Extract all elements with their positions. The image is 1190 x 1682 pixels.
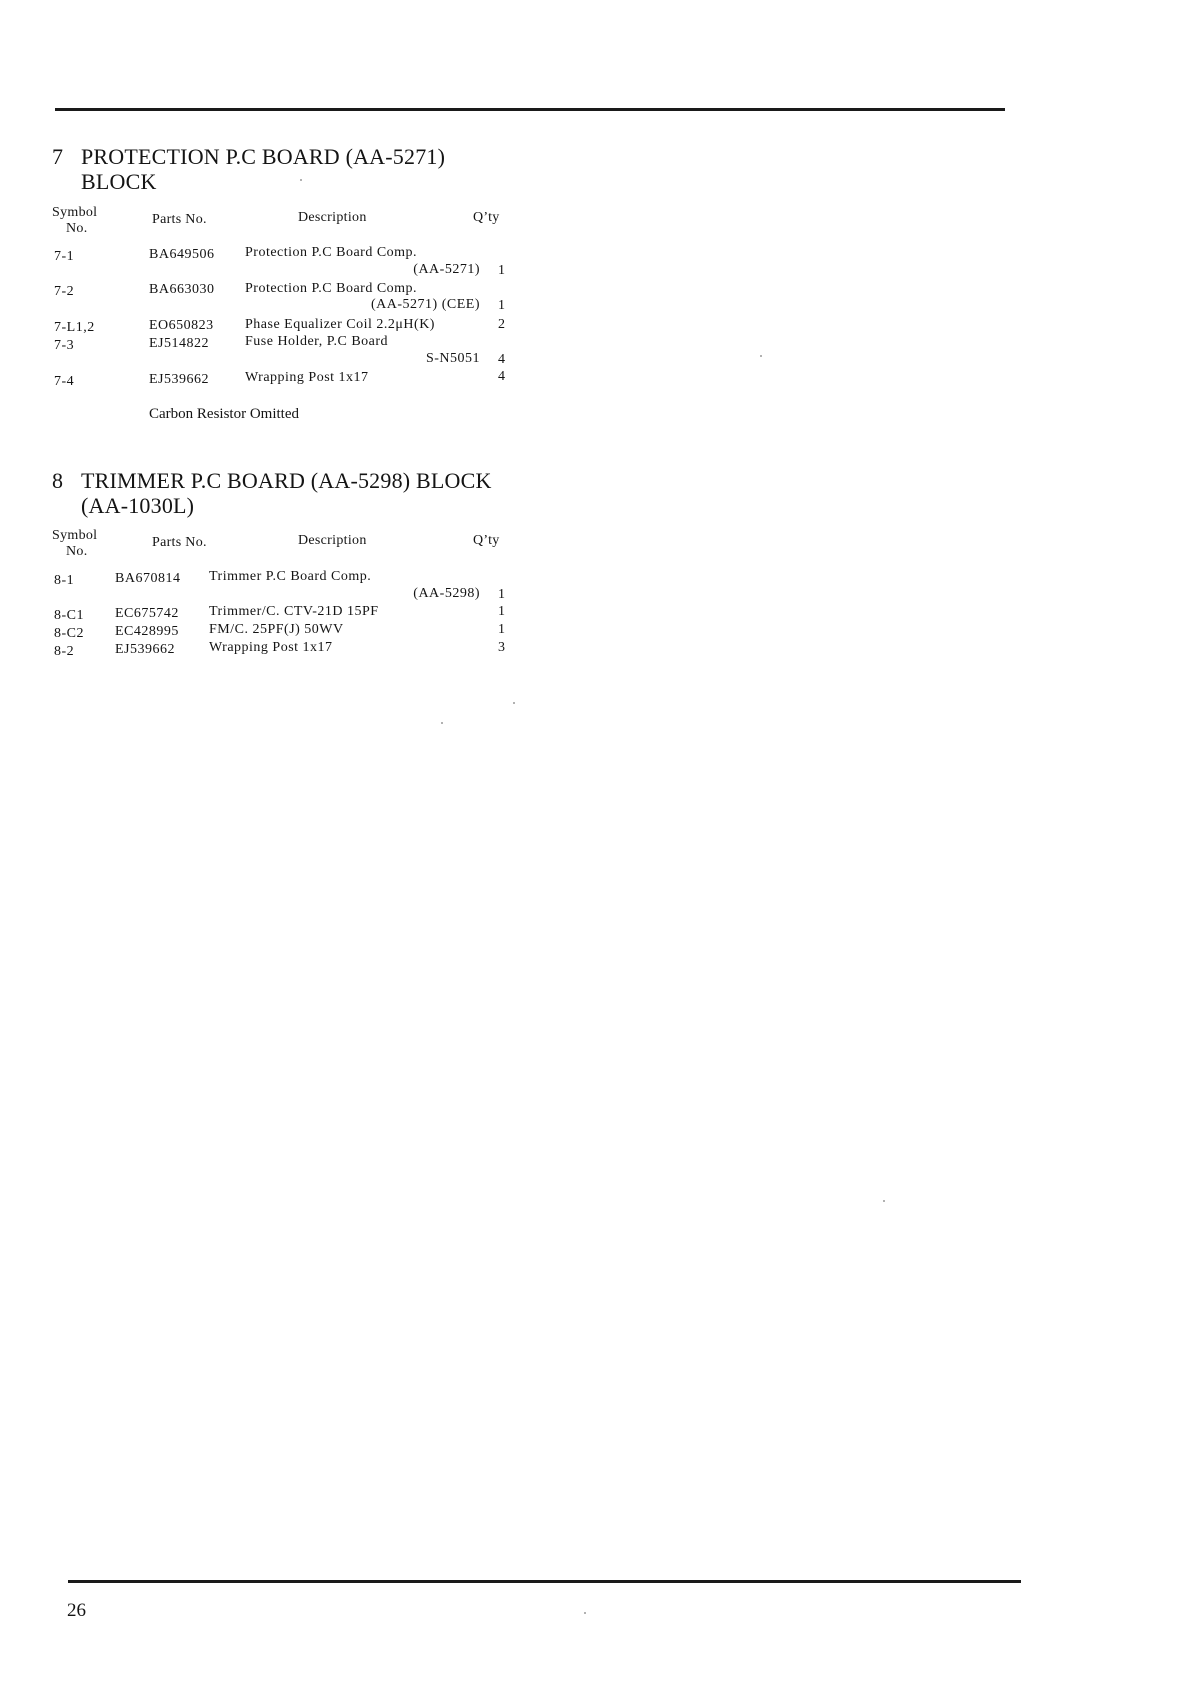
row-description-cont: S-N5051 <box>425 351 480 366</box>
scan-speck <box>883 1200 885 1202</box>
section-7-number: 7 <box>52 144 64 169</box>
row-description-cont: (AA-5271) (CEE) <box>371 297 480 312</box>
row-qty: 1 <box>498 263 506 278</box>
row-description: Phase Equalizer Coil 2.2μH(K) <box>245 317 435 332</box>
row-parts-no: EO650823 <box>149 318 214 333</box>
header-parts-no: Parts No. <box>152 212 207 227</box>
section-8-title-line1: TRIMMER P.C BOARD (AA-5298) BLOCK <box>81 468 492 493</box>
row-description-cont: (AA-5271) <box>413 262 480 277</box>
row-description: Wrapping Post 1x17 <box>245 370 369 385</box>
row-description: Trimmer P.C Board Comp. <box>209 569 372 584</box>
row-parts-no: BA663030 <box>149 282 215 297</box>
scan-speck <box>300 179 302 181</box>
row-qty: 1 <box>498 298 506 313</box>
scan-speck <box>513 702 515 704</box>
section-8-title-line2: (AA-1030L) <box>81 493 195 518</box>
row-qty: 4 <box>498 352 506 367</box>
row-symbol: 7-4 <box>54 374 75 389</box>
row-parts-no: EC675742 <box>115 606 179 621</box>
header-qty: Q’ty <box>473 210 500 225</box>
row-symbol: 8-C1 <box>54 608 84 623</box>
row-description: Fuse Holder, P.C Board <box>245 334 389 349</box>
row-symbol: 7-3 <box>54 338 75 353</box>
header-description: Description <box>298 210 367 225</box>
row-qty: 2 <box>498 317 506 332</box>
section-7-title <box>52 144 445 194</box>
page-number: 26 <box>67 1600 86 1621</box>
row-qty: 4 <box>498 369 506 384</box>
row-description: FM/C. 25PF(J) 50WV <box>209 622 344 637</box>
row-qty: 3 <box>498 640 506 655</box>
row-parts-no: BA670814 <box>115 571 181 586</box>
row-parts-no: EC428995 <box>115 624 179 639</box>
top-rule <box>55 108 1005 111</box>
section-7-title-line2: BLOCK <box>81 169 157 194</box>
row-symbol: 8-C2 <box>54 626 84 641</box>
row-description: Wrapping Post 1x17 <box>209 640 333 655</box>
scan-speck <box>441 722 443 724</box>
header-symbol-no: No. <box>66 221 88 236</box>
row-parts-no: EJ539662 <box>115 642 175 657</box>
row-parts-no: EJ514822 <box>149 336 209 351</box>
header-qty: Q’ty <box>473 533 500 548</box>
header-symbol: Symbol <box>52 205 98 220</box>
row-symbol: 7-1 <box>54 249 75 264</box>
scan-speck <box>584 1612 586 1614</box>
row-symbol: 8-2 <box>54 644 75 659</box>
row-symbol: 7-L1,2 <box>54 320 95 335</box>
header-symbol: Symbol <box>52 528 98 543</box>
row-description-cont: (AA-5298) <box>413 586 480 601</box>
scan-speck <box>760 355 762 357</box>
header-symbol-no: No. <box>66 544 88 559</box>
row-description: Trimmer/C. CTV-21D 15PF <box>209 604 379 619</box>
section-7-note: Carbon Resistor Omitted <box>149 406 299 422</box>
row-parts-no: BA649506 <box>149 247 215 262</box>
section-8-title <box>52 468 492 518</box>
header-description: Description <box>298 533 367 548</box>
row-qty: 1 <box>498 587 506 602</box>
section-7-title-line1: PROTECTION P.C BOARD (AA-5271) <box>81 144 446 169</box>
row-description: Protection P.C Board Comp. <box>245 245 418 260</box>
row-description: Protection P.C Board Comp. <box>245 281 418 296</box>
section-8-number: 8 <box>52 468 64 493</box>
row-symbol: 7-2 <box>54 284 75 299</box>
bottom-rule <box>68 1580 1021 1583</box>
row-parts-no: EJ539662 <box>149 372 209 387</box>
row-symbol: 8-1 <box>54 573 75 588</box>
row-qty: 1 <box>498 622 506 637</box>
header-parts-no: Parts No. <box>152 535 207 550</box>
row-qty: 1 <box>498 604 506 619</box>
